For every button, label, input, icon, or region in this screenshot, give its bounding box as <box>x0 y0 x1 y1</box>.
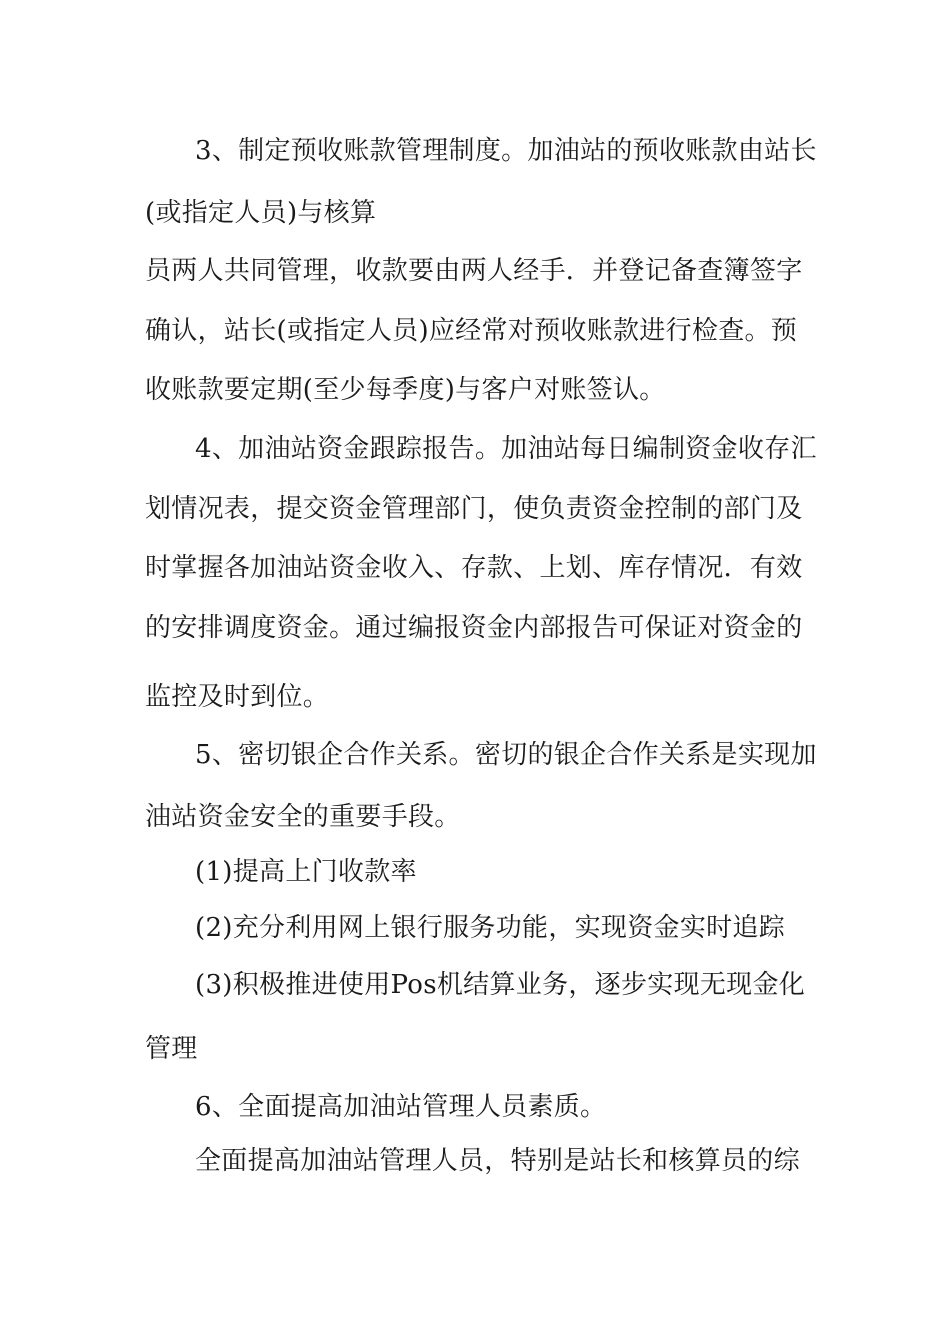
text-line: 3、制定预收账款管理制度。加油站的预收账款由站长 <box>195 136 817 166</box>
text-line: 全面提高加油站管理人员，特别是站长和核算员的综 <box>195 1146 800 1176</box>
text-line: 6、全面提高加油站管理人员素质。 <box>195 1092 607 1122</box>
text-line: (或指定人员)与核算 <box>145 198 377 228</box>
text-line: 确认，站长(或指定人员)应经常对预收账款进行检查。预 <box>145 316 798 346</box>
text-line: (3)积极推进使用Pos机结算业务，逐步实现无现金化 <box>195 970 806 1000</box>
text-line: 油站资金安全的重要手段。 <box>145 802 461 832</box>
text-line: 时掌握各加油站资金收入、存款、上划、库存情况．有效 <box>145 553 803 583</box>
text-line: 监控及时到位。 <box>145 682 330 712</box>
text-line: (2)充分利用网上银行服务功能，实现资金实时追踪 <box>195 913 786 943</box>
text-line: 划情况表，提交资金管理部门，使负责资金控制的部门及 <box>145 494 803 524</box>
text-line: 的安排调度资金。通过编报资金内部报告可保证对资金的 <box>145 613 803 643</box>
text-line: 员两人共同管理，收款要由两人经手．并登记备查簿签字 <box>145 256 803 286</box>
text-line: 管理 <box>145 1034 198 1064</box>
text-line: 5、密切银企合作关系。密切的银企合作关系是实现加 <box>195 740 817 770</box>
text-line: 收账款要定期(至少每季度)与客户对账签认。 <box>145 375 666 405</box>
text-line: (1)提高上门收款率 <box>195 857 417 887</box>
text-line: 4、加油站资金跟踪报告。加油站每日编制资金收存汇 <box>195 434 817 464</box>
